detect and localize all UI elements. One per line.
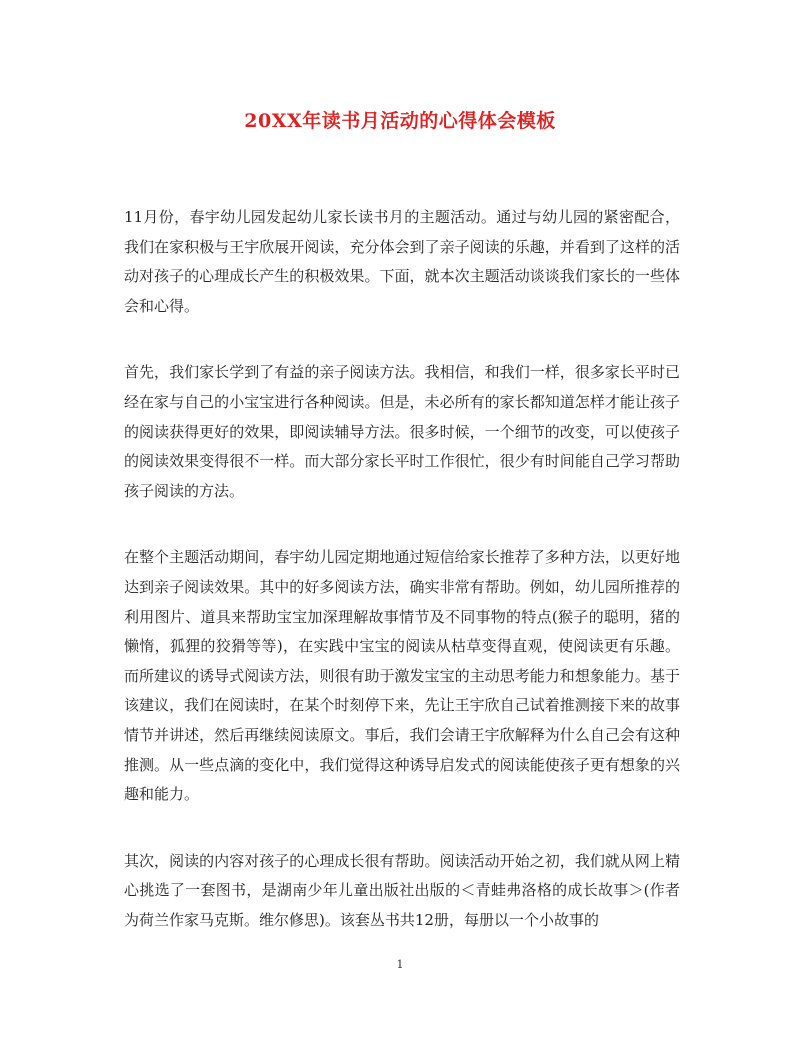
page-number: 1 — [396, 958, 404, 971]
document-title: 20XX年读书月活动的心得体会模板 — [244, 110, 556, 132]
paragraph: 其次，阅读的内容对孩子的心理成长很有帮助。阅读活动开始之初，我们就从网上精心挑选了一套图书，是湖南少年儿童出版社出版的＜青蛙弗洛格的成长故事＞(作者为荷兰作家马克斯。维尔修思)。该套丛书共12册，每册以一个小故事的 — [124, 851, 680, 929]
paragraph: 在整个主题活动期间，春宇幼儿园定期地通过短信给家长推荐了多种方法，以更好地达到亲子阅读效果。其中的好多阅读方法，确实非常有帮助。例如，幼儿园所推荐的利用图片、道具来帮助宝宝加深理解故事情节及不同事物的特点(猴子的聪明，猪的懒惰，狐狸的狡猾等等)，在实践中宝宝的阅读从枯草变得直观，使阅读更有乐趣。而所建议的诱导式阅读方法，则很有助于激发宝宝的主动思考能力和想象能力。基于该建议，我们在阅读时，在某个时刻停下来，先让王宇欣自己试着推测接下来的故事情节并讲述，然后再继续阅读原文。事后，我们会请王宇欣解释为什么自己会有这种推测。从一些点滴的变化中，我们觉得这种诱导启发式的阅读能使孩子更有想象的兴趣和能力。 — [124, 548, 680, 804]
document-body — [124, 203, 680, 972]
paragraph: 11月份，春宇幼儿园发起幼儿家长读书月的主题活动。通过与幼儿园的紧密配合，我们在家积极与王宇欣展开阅读，充分体会到了亲子阅读的乐趣，并看到了这样的活动对孩子的心理成长产生的积极效果。下面，就本次主题活动谈谈我们家长的一些体会和心得。 — [124, 208, 680, 315]
paragraph: 首先，我们家长学到了有益的亲子阅读方法。我相信，和我们一样，很多家长平时已经在家与自己的小宝宝进行各种阅读。但是，未必所有的家长都知道怎样才能让孩子的阅读获得更好的效果，即阅读辅导方法。很多时候，一个细节的改变，可以使孩子的阅读效果变得很不一样。而大部分家长平时工作很忙，很少有时间能自己学习帮助孩子阅读的方法。 — [124, 363, 680, 500]
